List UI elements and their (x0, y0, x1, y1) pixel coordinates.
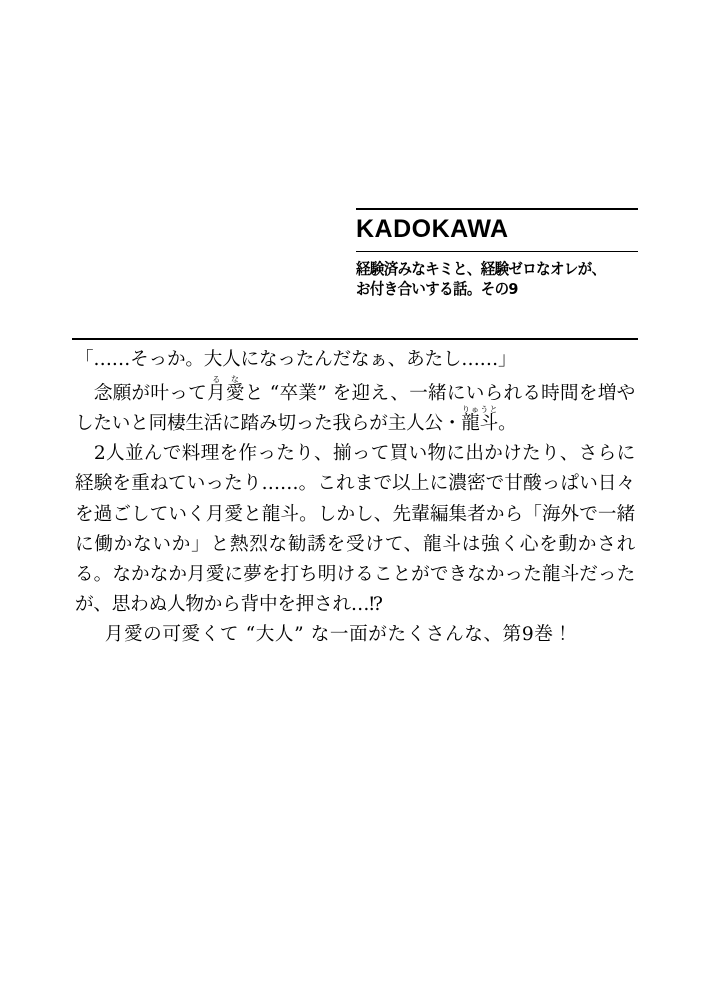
divider-top (356, 208, 638, 210)
publisher-block (356, 208, 638, 300)
ruby-runa-text: るな (206, 375, 245, 385)
divider-body-top (72, 338, 638, 340)
blurb-p2-part-b: と “卒業” を迎え、一緒にいられる時間を増やしたいと同棲生活に踏み切った我らが主人公・ (75, 383, 635, 435)
blurb-text (75, 345, 635, 650)
blurb-paragraph-2 (75, 375, 635, 439)
blurb-p2-part-a: 念願が叶って (75, 383, 207, 405)
ruby-runa-base: 月愛 (206, 383, 245, 405)
divider-middle (356, 251, 638, 252)
ruby-ryuto (461, 405, 499, 435)
book-title-line-1: 経験済みなキミと、経験ゼロなオレが、 (356, 259, 606, 278)
ruby-ryuto-base: 龍斗 (461, 413, 499, 435)
publisher-logo-text: KADOKAWA (356, 215, 509, 243)
book-title (356, 259, 618, 301)
ruby-ryuto-text: りゅうと (461, 405, 499, 415)
blurb-paragraph-1: 「……そっか。大人になったんだなぁ、あたし……」 (75, 349, 517, 370)
blurb-paragraph-4: 月愛の可愛くて “大人” な一面がたくさんな、第9巻！ (104, 623, 573, 645)
book-title-line-2: お付き合いする話。その9 (356, 280, 518, 299)
blurb-paragraph-3: 2人並んで料理を作ったり、揃って買い物に出かけたり、さらに経験を重ねていったり……。これまで以上に濃密で甘酸っぱい日々を過ごしていく月愛と龍斗。しかし、先輩編集者から「海外で一緒に働かないか」と熱烈な勧誘を受けて、龍斗は強く心を動かされる。なかなか月愛に夢を打ち明けることができなかった龍斗だったが、思わぬ人物から背中を押され…⁉ (75, 443, 635, 615)
blurb-p2-part-c: 。 (498, 413, 517, 435)
ruby-runa (206, 375, 245, 405)
